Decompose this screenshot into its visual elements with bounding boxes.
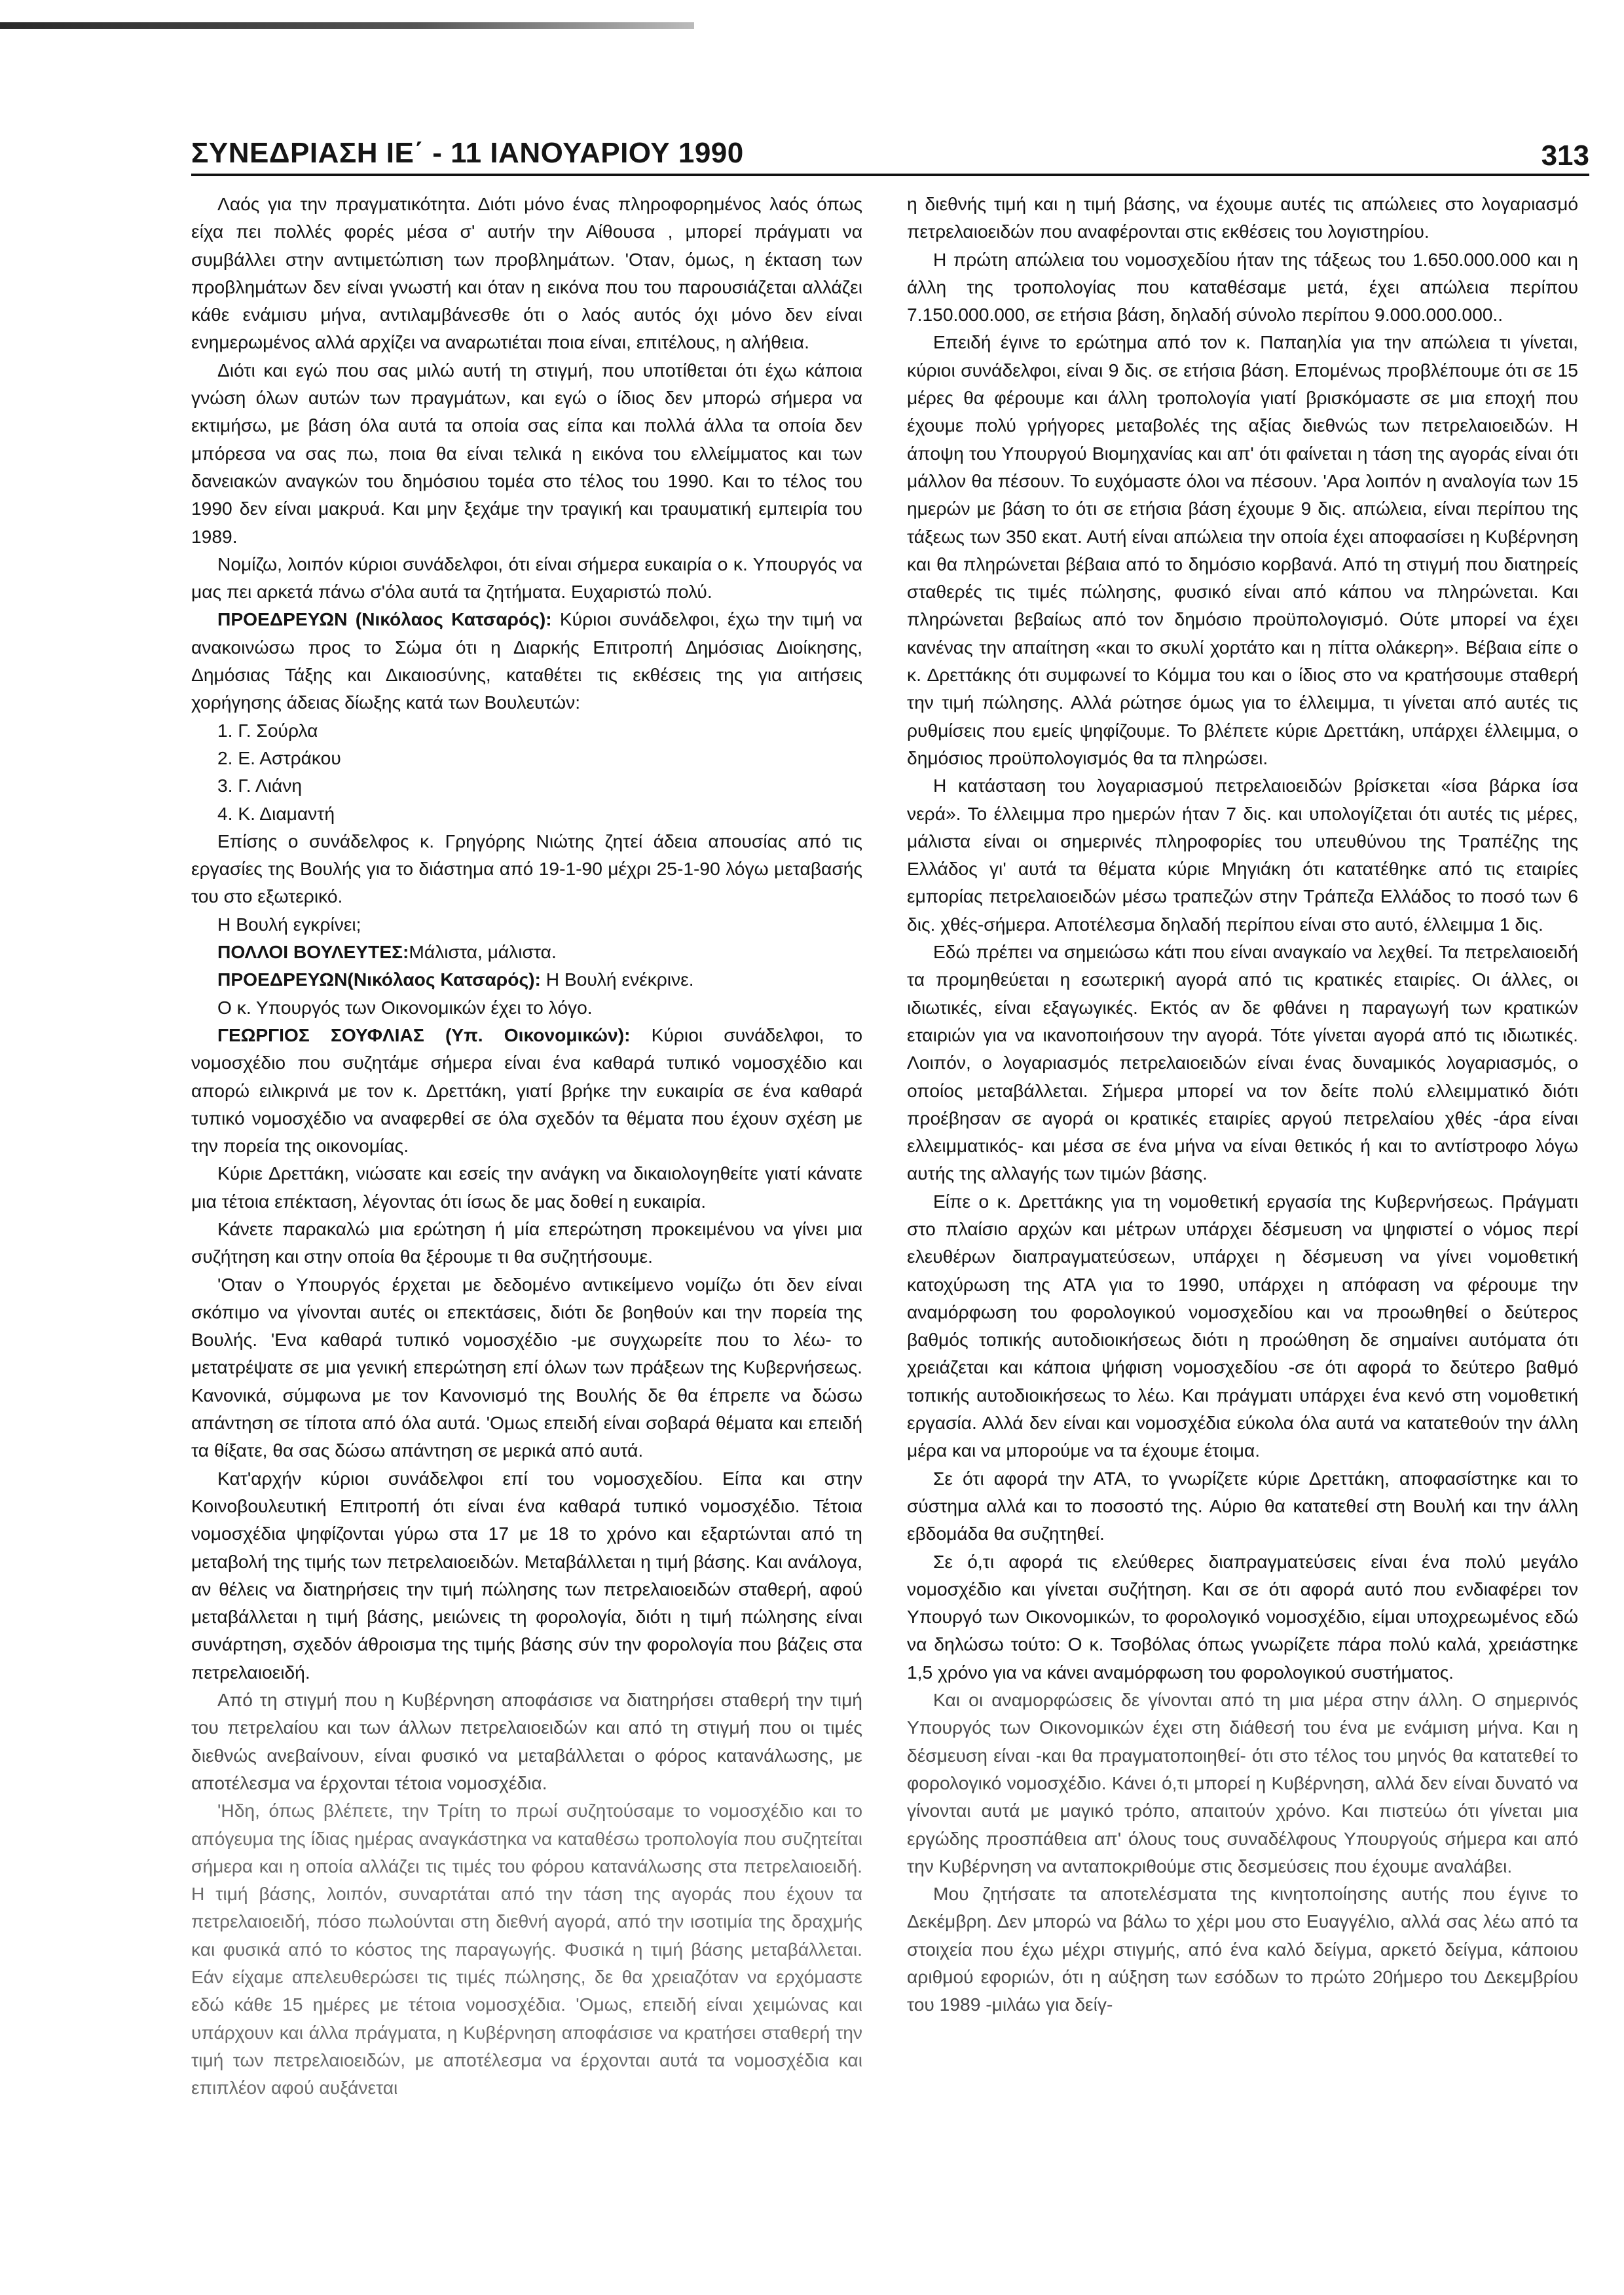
paragraph-text: Η Βουλή εγκρίνει; (217, 913, 361, 935)
page-header (191, 134, 1589, 176)
paragraph-text: Από τη στιγμή που η Κυβέρνηση αποφάσισε να διατηρήσει σταθερή την τιμή του πετρελαίου και των άλλων πετρελαιοειδών και από τη στιγμή που οι τιμές διεθνώς ανεβαίνουν, είναι φυσικό να μεταβάλλεται ο φόρος κατανάλωσης, με αποτέλεσμα να έρχονται τέτοια νομοσχέδια. (191, 1689, 862, 1793)
speaker-name: ΠΡΟΕΔΡΕΥΩΝ (Νικόλαος Κατσαρός): (217, 608, 552, 630)
list-item (191, 744, 862, 772)
paragraph-text: 3. Γ. Λιάνη (217, 775, 303, 796)
paragraph-text: Διότι και εγώ που σας μιλώ αυτή τη στιγμή, που υποτίθεται ότι έχω κάποια γνώση όλων αυτών των πραγμάτων, και εγώ ο ίδιος δεν μπορώ σήμερα να εκτιμήσω, με βάση όλα αυτά τα οποία σας είπα και πολλά άλλα τα οποία δεν μπόρεσα να σας πω, ποια θα είναι τελικά η εικόνα του ελλείμματος και των δανειακών αναγκών του δημόσιου τομέα στο τέλος του 1990. Και το τέλος του 1990 δεν είναι μακρυά. Και μην ξεχάμε την τραγική και τραυματική εμπειρία του 1989. (191, 359, 862, 547)
paragraph-text: Σε ό,τι αφορά τις ελεύθερες διαπραγματεύσεις είναι ένα πολύ μεγάλο νομοσχέδιο και γίνεται συζήτηση. Και σε ότι αφορά αυτό που ενδιαφέρει τον Υπουργό των Οικονομικών, το φορολογικό νομοσχέδιο, είμαι υποχρεωμένος εδώ να δηλώσω τούτο: Ο κ. Τσοβόλας όπως γνωρίζετε πάρα πολύ καλά, χρειάστηκε 1,5 χρόνο για να κάνει αναμόρφωση του φορολογικού συστήματος. (907, 1550, 1578, 1683)
paragraph (907, 1686, 1578, 1880)
paragraph (191, 910, 862, 938)
paragraph (191, 1159, 862, 1215)
paragraph (191, 605, 862, 716)
paragraph-text: Μάλιστα, μάλιστα. (409, 941, 557, 963)
paragraph (191, 1271, 862, 1465)
paragraph-text: Επειδή έγινε το ερώτημα από τον κ. Παπαηλία για την απώλεια τι γίνεται, κύριοι συνάδελφοι, είναι 9 δις. σε ετήσια βάση. Επομένως προβλέπουμε ότι σε 15 μέρες θα φέρουμε και άλλη τροπολογία γιατί βρισκόμαστε σε μια εποχή που έχουμε πολύ γρήγορες μεταβολές της αξίας διεθνώς των πετρελαιοειδών. Η άποψη του Υπουργού Βιομηχανίας και απ' ότι φαίνεται η τάση της αγοράς είναι ότι μάλλον θα πέσουν. Το ευχόμαστε όλοι να πέσουν. 'Αρα λοιπόν η αναλογία των 15 ημερών με βάση το ότι σε ετήσια βάση έχουμε 9 δις. απώλεια, είναι περίπου της τάξεως των 350 εκατ. Αυτή είναι απώλεια την οποία έχει αποφασίσει η Κυβέρνηση και θα πληρώνεται βέβαια από το δημόσιο κορβανά. Από τη στιγμή που διατηρείς σταθερές τις τιμές πώλησης, φυσικό είναι από κάπου να πληρώνεται. Και πληρώνεται βεβαίως από τον δημόσιο προϋπολογισμό. Ούτε μπορεί να έχει κανένας την απαίτηση «και το σκυλί χορτάτο και η πίττα ολάκερη». Βέβαια είπε ο κ. Δρεττάκης ότι συμφωνεί το Κόμμα του και ο ίδιος στο να κρατήσουμε σταθερή την τιμή πώλησης. Αλλά ρώτησε όμως για το έλλειμμα, τι γίνεται από αυτές τις ρυθμίσεις που εμείς ψηφίζουμε. Το βλέπετε κύριε Δρεττάκη, υπάρχει έλλειμμα, ο δημόσιος προϋπολογισμός θα τα πληρώσει. (907, 331, 1578, 768)
list-item (191, 717, 862, 744)
paragraph (907, 328, 1578, 772)
left-column (191, 190, 862, 2101)
paragraph (191, 994, 862, 1021)
paragraph-text: Επίσης ο συνάδελφος κ. Γρηγόρης Νιώτης ζητεί άδεια απουσίας από τις εργασίες της Βουλής για το διάστημα από 19-1-90 μέχρι 25-1-90 λόγω μεταβασής του στο εξωτερικό. (191, 830, 862, 907)
paragraph (191, 190, 862, 356)
list-item (191, 772, 862, 799)
right-column (907, 190, 1578, 2019)
speaker-name: ΠΡΟΕΔΡΕΥΩΝ(Νικόλαος Κατσαρός): (217, 969, 541, 990)
paragraph-text: Λαός για την πραγματικότητα. Διότι μόνο ένας πληροφορημένος λαός όπως είχα πει πολλές φορές μέσα σ' αυτήν την Αίθουσα , μπορεί πράγματι να συμβάλλει στην αντιμετώπιση των προβλημάτων. 'Οταν, όμως, η έκταση των προβλημάτων δεν είναι γνωστή και όταν η εικόνα που του παρουσιάζεται αλλάζει κάθε ενάμισυ μήνα, αντιλαμβάνεσθε ότι ο λαός αυτός όχι μόνο δεν είναι ενημερωμένος αλλά αρχίζει να αναρωτιέται ποια είναι, επιτέλους, η αλήθεια. (191, 193, 862, 353)
paragraph (907, 1548, 1578, 1686)
paragraph (191, 356, 862, 550)
scan-edge-mark (0, 22, 694, 29)
paragraph (907, 1465, 1578, 1548)
paragraph (191, 1686, 862, 1797)
paragraph-text: Κάνετε παρακαλώ μια ερώτηση ή μία επερώτηση προκειμένου να γίνει μια συζήτηση και στην οποία θα ξέρουμε τι θα συζητήσουμε. (191, 1218, 862, 1267)
paragraph (191, 1797, 862, 2101)
paragraph (191, 550, 862, 606)
paragraph-text: 2. Ε. Αστράκου (217, 747, 341, 768)
paragraph-text: Μου ζητήσατε τα αποτελέσματα της κινητοποίησης αυτής που έγινε το Δεκέμβρη. Δεν μπορώ να βάλω το χέρι μου στο Ευαγγέλιο, αλλά σας λέω από τα στοιχεία που έχω μέχρι στιγμής, από ένα καλό δείγμα, αρκετό δείγμα, κάποιου αριθμού εφοριών, ότι η αύξηση των εσόδων το πρώτο 20ήμερο του Δεκεμβρίου του 1989 -μιλάω για δείγ- (907, 1883, 1578, 2015)
paragraph-text: Ο κ. Υπουργός των Οικονομικών έχει το λόγο. (217, 996, 593, 1018)
running-title: ΣΥΝΕΔΡΙΑΣΗ ΙΕ΄ - 11 ΙΑΝΟΥΑΡΙΟΥ 1990 (191, 137, 744, 169)
paragraph-text: Εδώ πρέπει να σημειώσω κάτι που είναι αναγκαίο να λεχθεί. Τα πετρελαιοειδή τα προμηθεύεται η εσωτερική αγορά από τις κρατικές εταιρίες. Οι άλλες, οι ιδιωτικές, είναι εξαγωγικές. Εκτός αν δε φθάνει η παραγωγή των κρατικών εταιριών για να ικανοποιήσουν την αγορά. Τότε γίνεται αγορά από τις ιδιωτικές. Λοιπόν, ο λογαριασμός πετρελαιοειδών είναι ένας δυναμικός λογαριασμός, ο οποίος μεταβάλλεται. Σήμερα μπορεί να τον δείτε πολύ ελλειμματικό διότι προέβησαν σε αγορά οι κρατικές εταιρίες αργού πετρελαίου χθές -άρα είναι ελλειμματικός- και μέσα σε ένα μήνα να είναι θετικός ή και το αντίστροφο λόγω αυτής της αλλαγής των τιμών βάσης. (907, 941, 1578, 1184)
paragraph (907, 772, 1578, 938)
paragraph-text: Κατ'αρχήν κύριοι συνάδελφοι επί του νομοσχεδίου. Είπα και στην Κοινοβουλευτική Επιτροπή ότι είναι ένα καθαρά τυπικό νομοσχέδιο. Τέτοια νομοσχέδια ψηφίζονται γύρω στα 17 με 18 το χρόνο και εξαρτώνται από τη μεταβολή της τιμής των πετρελαιοειδών. Μεταβάλλεται η τιμή βάσης. Και ανάλογα, αν θέλεις να διατηρήσεις την τιμή πώλησης των πετρελαιοειδών σταθερή, αφού μεταβάλλεται η τιμή βάσης, μειώνεις τη φορολογία, διότι η τιμή πώλησης είναι συνάρτηση, σχεδόν άθροισμα της τιμής βάσης σύν την φορολογία που βάζεις στα πετρελαιοειδή. (191, 1467, 862, 1683)
paragraph-text: 1. Γ. Σούρλα (217, 719, 318, 741)
paragraph (907, 938, 1578, 1187)
paragraph (191, 1465, 862, 1686)
paragraph-text: Είπε ο κ. Δρεττάκης για τη νομοθετική εργασία της Κυβερνήσεως. Πράγματι στο πλαίσιο αρχών και μέτρων υπάρχει δέσμευση να ψηφιστεί ο νόμος περί ελευθέρων διαπραγματεύσεων, υπάρχει η δέσμευση να γίνει νομοθετική κατοχύρωση της ΑΤΑ για το 1990, υπάρχει η απόφαση να φέρουμε την αναμόρφωση του φορολογικού νομοσχεδίου και να προωθηθεί ο δεύτερος βαθμός τοπικής αυτοδιοικήσεως διότι η προώθηση δε σημαίνει αυτόματα ότι χρειάζεται και κάποια ψήφιση νομοσχεδίου -σε ότι αφορά το δεύτερο βαθμό τοπικής αυτοδιοικήσεως το λέω. Και πράγματι υπάρχει ένα κενό στη νομοθετική εργασία. Αλλά δεν είναι και νομοσχέδια εύκολα όλα αυτά να κατατεθούν την άλλη μέρα και να μπορούμε να τα έχουμε έτοιμα. (907, 1190, 1578, 1461)
page-number: 313 (1541, 140, 1589, 172)
paragraph (907, 1187, 1578, 1465)
paragraph (191, 938, 862, 965)
paragraph-text: Η Βουλή ενέκρινε. (540, 969, 694, 990)
paragraph-text: Η πρώτη απώλεια του νομοσχεδίου ήταν της τάξεως του 1.650.000.000 και η άλλη της τροπολογίας που καταθέσαμε μετά, έχει απώλεια περίπου 7.150.000.000, σε ετήσια βάση, δηλαδή σύνολο περίπου 9.000.000.000.. (907, 248, 1578, 326)
paragraph-text: Κύριοι συνάδελφοι, έχω την τιμή να ανακοινώσω προς το Σώμα ότι η Διαρκής Επιτροπή Δημόσιας Διοίκησης, Δημόσιας Τάξης και Δικαιοσύνης, καταθέτει τις εκθέσεις της για αιτήσεις χορήγησης άδειας δίωξης κατά των Βουλευτών: (191, 608, 862, 713)
paragraph-text: 'Ηδη, όπως βλέπετε, την Τρίτη το πρωί συζητούσαμε το νομοσχέδιο και το απόγευμα της ίδιας ημέρας αναγκάστηκα να καταθέσω τροπολογία που συζητείται σήμερα και η οποία αλλάζει τις τιμές του φόρου κατανάλωσης στα πετρελαιοειδή. Η τιμή βάσης, λοιπόν, συναρτάται από την τάση της αγοράς που έχουν τα πετρελαιοειδή, πόσο πωλούνται στη διεθνή αγορά, από την ισοτιμία της δραχμής και φυσικά από το κόστος της παραγωγής. Φυσικά η τιμή βάσης μεταβάλλεται. Εάν είχαμε απελευθερώσει τις τιμές πώλησης, δε θα χρειαζόταν να ερχόμαστε εδώ κάθε 15 ημέρες με τέτοια νομοσχέδια. 'Ομως, επειδή είναι χειμώνας και υπάρχουν και άλλα πράγματα, η Κυβέρνηση αποφάσισε να κρατήσει σταθερή την τιμή των πετρελαιοειδών, με αποτέλεσμα να έρχονται αυτά τα νομοσχέδια και επιπλέον αφού αυξάνεται (191, 1800, 862, 2099)
speaker-name: ΓΕΩΡΓΙΟΣ ΣΟΥΦΛΙΑΣ (Υπ. Οικονομικών): (217, 1024, 631, 1045)
speaker-name: ΠΟΛΛΟΙ ΒΟΥΛΕΥΤΕΣ: (217, 941, 409, 963)
paragraph (191, 1215, 862, 1271)
paragraph (907, 246, 1578, 329)
list-item (191, 800, 862, 827)
paragraph-text: 4. Κ. Διαμαντή (217, 802, 335, 824)
paragraph-text: η διεθνής τιμή και η τιμή βάσης, να έχουμε αυτές τις απώλειες στο λογαριασμό πετρελαιοειδών που αναφέρονται στις εκθέσεις του λογιστηρίου. (907, 193, 1578, 242)
paragraph-text: Σε ότι αφορά την ΑΤΑ, το γνωρίζετε κύριε Δρεττάκη, αποφασίστηκε και το σύστημα αλλά και το ποσοστό της. Αύριο θα κατατεθεί στη Βουλή και την άλλη εβδομάδα θα συζητηθεί. (907, 1467, 1578, 1544)
paragraph (191, 1021, 862, 1159)
paragraph-text: Κύριε Δρεττάκη, νιώσατε και εσείς την ανάγκη να δικαιολογηθείτε γιατί κάνατε μια τέτοια επέκταση, λέγοντας ότι ίσως δε μας δοθεί η ευκαιρία. (191, 1163, 862, 1212)
paragraph-text: Η κατάσταση του λογαριασμού πετρελαιοειδών βρίσκεται «ίσα βάρκα ίσα νερά». Το έλλειμμα προ ημερών ήταν 7 δις. και υπολογίζεται ότι αυτές τις μέρες, μάλιστα είναι οι σημερινές πληροφορίες του υπευθύνου της Τραπέζης της Ελλάδος γι' αυτά τα θέματα κύριε Μηγιάκη ότι κατατέθηκε από τις εταιρίες εμπορίας πετρελαιοειδών μέσω τραπεζών στην Τράπεζα Ελλάδος το ποσό των 6 δις. χθές-σήμερα. Αποτέλεσμα δηλαδή περίπου είναι στο αυτό, έλλειμμα 1 δις. (907, 775, 1578, 935)
paragraph-text: Κύριοι συνάδελφοι, το νομοσχέδιο που συζητάμε σήμερα είναι ένα καθαρά τυπικό νομοσχέδιο και απορώ ειλικρινά με τον κ. Δρεττάκη, γιατί βρήκε την ευκαιρία σε ένα καθαρά τυπικό νομοσχέδιο να αναφερθεί σε όλα σχεδόν τα θέματα που έχουν σχέση με την πορεία της οικονομίας. (191, 1024, 862, 1157)
paragraph-text: 'Οταν ο Υπουργός έρχεται με δεδομένο αντικείμενο νομίζω ότι δεν είναι σκόπιμο να γίνονται αυτές οι επεκτάσεις, διότι δε βοηθούν και την πορεία της Βουλής. 'Ενα καθαρά τυπικό νομοσχέδιο -με συγχωρείτε που το λέω- το μετατρέψατε σε μια γενική επερώτηση επί όλων των πράξεων της Κυβερνήσεως. Κανονικά, σύμφωνα με τον Κανονισμό της Βουλής δε θα έπρεπε να δώσω απάντηση σε τίποτα από όλα αυτά. 'Ομως επειδή είναι σοβαρά θέματα και επειδή τα θίξατε, θα σας δώσω απάντηση σε μερικά από αυτά. (191, 1273, 862, 1461)
paragraph (191, 827, 862, 910)
paragraph (907, 190, 1578, 246)
paragraph (907, 1880, 1578, 2018)
paragraph-text: Νομίζω, λοιπόν κύριοι συνάδελφοι, ότι είναι σήμερα ευκαιρία ο κ. Υπουργός να μας πει αρκετά πάνω σ'όλα αυτά τα ζητήματα. Ευχαριστώ πολύ. (191, 553, 862, 603)
paragraph-text: Και οι αναμορφώσεις δε γίνονται από τη μια μέρα στην άλλη. Ο σημερινός Υπουργός των Οικονομικών έχει στη διάθεσή του ένα με ενάμιση μήνα. Και η δέσμευση είναι -και θα πραγματοποιηθεί- ότι στο τέλος του μηνός θα κατατεθεί το φορολογικό νομοσχέδιο. Κάνει ό,τι μπορεί η Κυβέρνηση, αλλά δεν είναι δυνατό να γίνονται αυτά με μαγικό τρόπο, απαιτούν χρόνο. Και πιστεύω ότι γίνεται μια εργώδης προσπάθεια απ' όλους τους συναδέλφους Υπουργούς σήμερα και από την Κυβέρνηση να ανταποκριθούμε στις δεσμεύσεις που έχουμε αναλάβει. (907, 1689, 1578, 1876)
paragraph (191, 965, 862, 993)
